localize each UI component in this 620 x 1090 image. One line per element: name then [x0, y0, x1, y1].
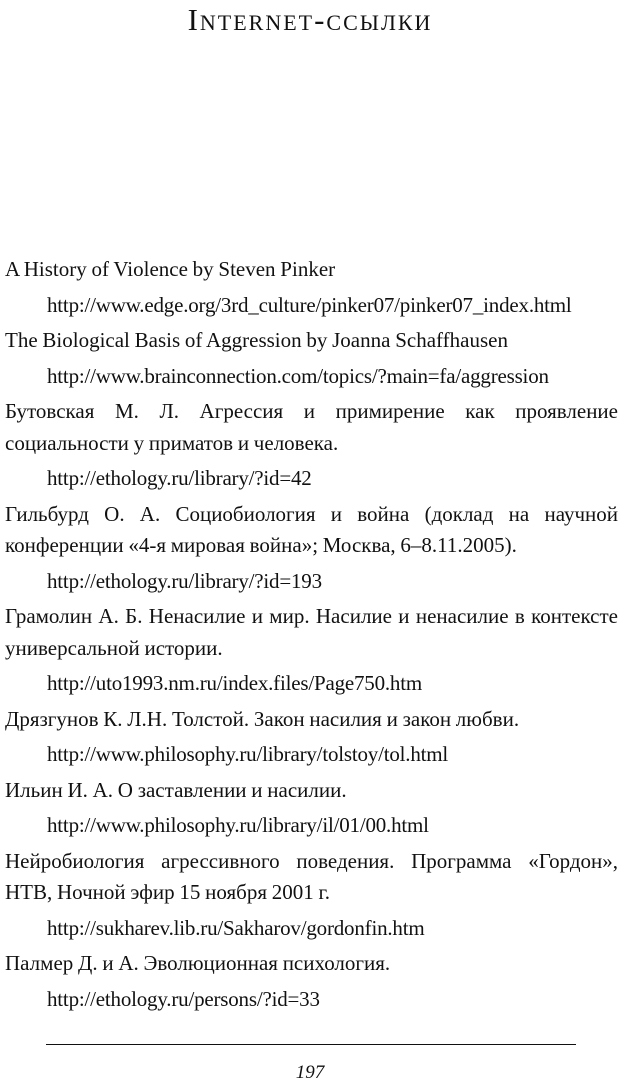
reference-title: A History of Violence by Steven Pinker	[5, 257, 336, 281]
reference-url[interactable]: http://sukharev.lib.ru/Sakharov/gordonfin.htm	[47, 915, 425, 940]
reference-entry	[5, 325, 618, 392]
reference-title: Нейробиология агрессивного поведения. Программа «Гордон», НТВ, Ночной эфир 15 ноября 2001 г.	[5, 848, 618, 904]
reference-list	[5, 254, 618, 1019]
page-number: 197	[295, 1062, 325, 1083]
reference-url[interactable]: http://www.edge.org/3rd_culture/pinker07/pinker07_index.html	[47, 292, 572, 317]
reference-title: Дрязгунов К. Л.Н. Толстой. Закон насилия и закон любви.	[5, 706, 520, 731]
reference-url[interactable]: http://ethology.ru/persons/?id=33	[47, 986, 320, 1011]
footer-divider	[46, 1044, 576, 1045]
reference-title: The Biological Basis of Aggression by Joanna Schaffhausen	[5, 328, 508, 352]
reference-entry	[5, 254, 618, 321]
reference-entry	[5, 601, 618, 700]
reference-entry	[5, 846, 618, 945]
reference-url[interactable]: http://ethology.ru/library/?id=42	[47, 466, 312, 490]
reference-url[interactable]: http://www.philosophy.ru/library/tolstoy/tol.html	[47, 742, 449, 766]
reference-title: Гильбурд О. А. Социобиология и война (доклад на научной конференции «4-я мировая война»; Москва, 6–8.11.2005).	[5, 501, 618, 557]
reference-title: Бутовская М. Л. Агрессия и примирение как проявление социальности у приматов и человека.	[5, 399, 618, 455]
reference-url[interactable]: http://ethology.ru/library/?id=193	[47, 568, 322, 593]
reference-url[interactable]: http://www.philosophy.ru/library/il/01/00.html	[47, 813, 429, 837]
page-title: Internet-ссылки	[187, 2, 433, 37]
reference-entry	[5, 499, 618, 598]
reference-title: Палмер Д. и А. Эволюционная психология.	[5, 951, 391, 975]
reference-entry	[5, 948, 618, 1015]
reference-title: Грамолин А. Б. Ненасилие и мир. Насилие и ненасилие в контексте универсальной истории.	[5, 604, 618, 660]
reference-entry	[5, 396, 618, 495]
reference-entry	[5, 704, 618, 771]
reference-url[interactable]: http://uto1993.nm.ru/index.files/Page750.htm	[47, 671, 423, 695]
reference-title: Ильин И. А. О заставлении и насилии.	[5, 777, 347, 802]
reference-entry	[5, 775, 618, 842]
reference-url[interactable]: http://www.brainconnection.com/topics/?main=fa/aggression	[47, 363, 549, 388]
